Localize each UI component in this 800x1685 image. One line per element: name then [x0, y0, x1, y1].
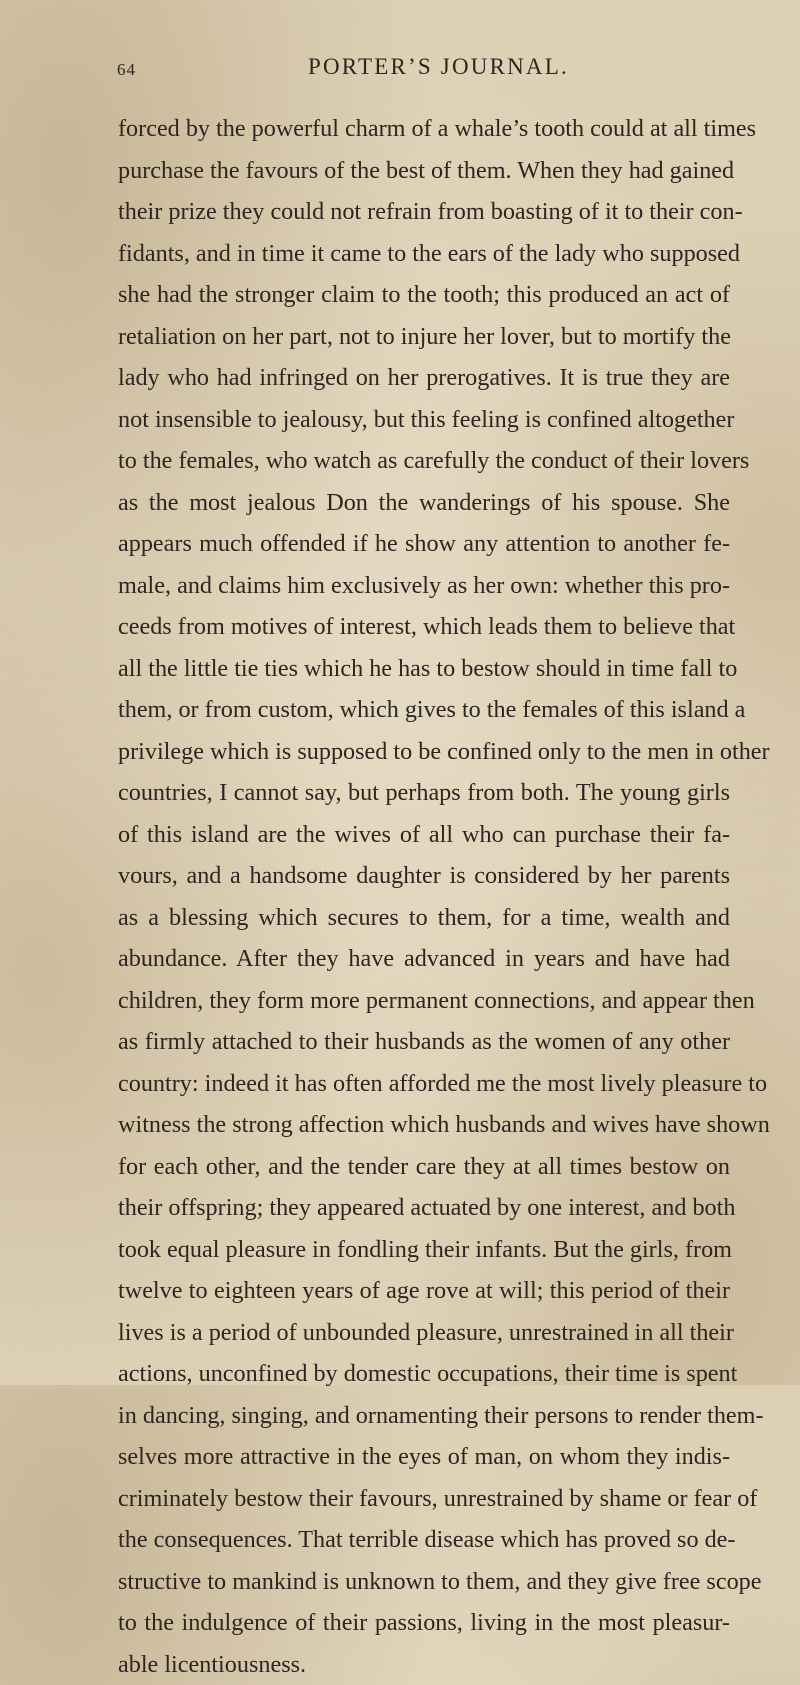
- text-line: actions, unconfined by domestic occupations, their time is spent: [118, 1353, 730, 1395]
- page-number: 64: [117, 60, 136, 80]
- text-line: twelve to eighteen years of age rove at will; this period of their: [118, 1270, 730, 1312]
- text-line: as a blessing which secures to them, for a time, wealth and: [118, 897, 730, 939]
- text-line: privilege which is supposed to be confined only to the men in other: [118, 731, 730, 773]
- text-line: their offspring; they appeared actuated by one interest, and both: [118, 1187, 730, 1229]
- text-line: criminately bestow their favours, unrestrained by shame or fear of: [118, 1478, 730, 1520]
- text-line: purchase the favours of the best of them. When they had gained: [118, 150, 730, 192]
- text-line: to the indulgence of their passions, living in the most pleasur-: [118, 1602, 730, 1644]
- text-line: their prize they could not refrain from boasting of it to their con-: [118, 191, 730, 233]
- text-line: countries, I cannot say, but perhaps from both. The young girls: [118, 772, 730, 814]
- text-line: not insensible to jealousy, but this feeling is confined altogether: [118, 399, 730, 441]
- text-line: of this island are the wives of all who can purchase their fa-: [118, 814, 730, 856]
- text-line: fidants, and in time it came to the ears of the lady who supposed: [118, 233, 730, 275]
- text-line: took equal pleasure in fondling their infants. But the girls, from: [118, 1229, 730, 1271]
- text-line: appears much offended if he show any attention to another fe-: [118, 523, 730, 565]
- text-line: for each other, and the tender care they at all times bestow on: [118, 1146, 730, 1188]
- text-line: abundance. After they have advanced in years and have had: [118, 938, 730, 980]
- text-line: lady who had infringed on her prerogatives. It is true they are: [118, 357, 730, 399]
- text-line: as the most jealous Don the wanderings of his spouse. She: [118, 482, 730, 524]
- text-line: ceeds from motives of interest, which leads them to believe that: [118, 606, 730, 648]
- body-text: [118, 108, 730, 1685]
- text-line: country: indeed it has often afforded me the most lively pleasure to: [118, 1063, 730, 1105]
- text-line: able licentiousness.: [118, 1644, 730, 1685]
- text-line: forced by the powerful charm of a whale’s tooth could at all times: [118, 108, 730, 150]
- text-line: she had the stronger claim to the tooth; this produced an act of: [118, 274, 730, 316]
- text-line: lives is a period of unbounded pleasure, unrestrained in all their: [118, 1312, 730, 1354]
- text-line: male, and claims him exclusively as her own: whether this pro-: [118, 565, 730, 607]
- running-head: PORTER’S JOURNAL.: [308, 54, 569, 80]
- text-line: retaliation on her part, not to injure her lover, but to mortify the: [118, 316, 730, 358]
- text-line: vours, and a handsome daughter is considered by her parents: [118, 855, 730, 897]
- text-line: in dancing, singing, and ornamenting their persons to render them-: [118, 1395, 730, 1437]
- text-line: structive to mankind is unknown to them, and they give free scope: [118, 1561, 730, 1603]
- text-line: to the females, who watch as carefully the conduct of their lovers: [118, 440, 730, 482]
- page-header: [117, 54, 717, 88]
- text-line: children, they form more permanent connections, and appear then: [118, 980, 730, 1022]
- text-line: witness the strong affection which husbands and wives have shown: [118, 1104, 730, 1146]
- text-line: them, or from custom, which gives to the females of this island a: [118, 689, 730, 731]
- text-line: selves more attractive in the eyes of man, on whom they indis-: [118, 1436, 730, 1478]
- text-line: the consequences. That terrible disease which has proved so de-: [118, 1519, 730, 1561]
- text-line: all the little tie ties which he has to bestow should in time fall to: [118, 648, 730, 690]
- text-line: as firmly attached to their husbands as the women of any other: [118, 1021, 730, 1063]
